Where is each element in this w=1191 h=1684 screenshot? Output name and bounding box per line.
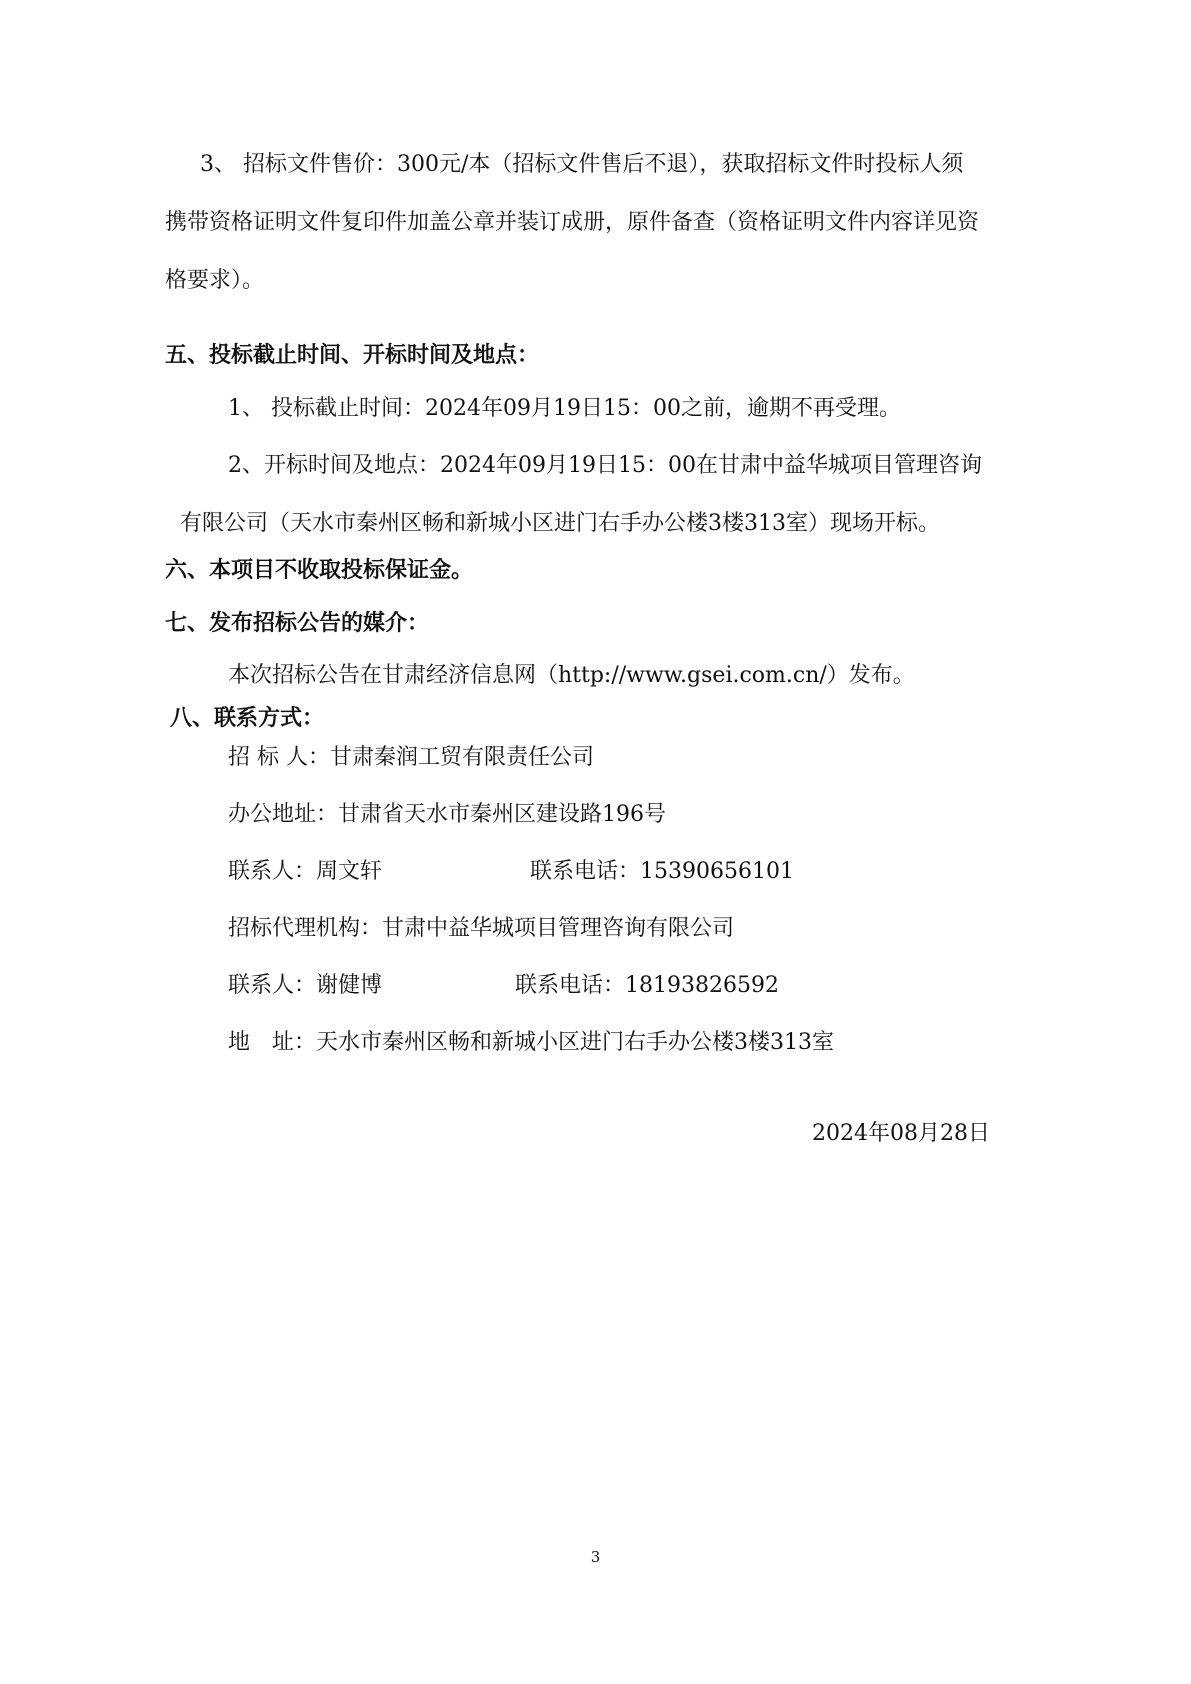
office-address: 办公地址：甘肃省天水市秦州区建设路196号: [228, 802, 666, 827]
section5-item1: 1、 投标截止时间：2024年09月19日15：00之前，逾期不再受理。: [228, 396, 901, 421]
section5-item2-line2: 有限公司（天水市秦州区畅和新城小区进门右手办公楼3楼313室）现场开标。: [180, 511, 940, 536]
section3-line2: 携带资格证明文件复印件加盖公章并装订成册，原件备查（资格证明文件内容详见资: [165, 210, 980, 235]
section3-line1: 3、 招标文件售价：300元/本（招标文件售后不退），获取招标文件时投标人须: [200, 152, 964, 177]
section5-heading: 五、投标截止时间、开标时间及地点：: [165, 343, 540, 368]
section5-item2-line1: 2、开标时间及地点：2024年09月19日15：00在甘肃中益华城项目管理咨询: [228, 453, 982, 478]
section6-heading: 六、本项目不收取投标保证金。: [165, 558, 474, 583]
document-date: 2024年08月28日: [812, 1121, 990, 1146]
section7-text: 本次招标公告在甘肃经济信息网（http://www.gsei.com.cn/）发布。: [228, 663, 915, 688]
section3-line3: 格要求）。: [165, 268, 265, 293]
contact1-name: 联系人：周文轩: [228, 859, 383, 884]
contact2-phone: 联系电话：18193826592: [515, 973, 779, 998]
agency: 招标代理机构：甘肃中益华城项目管理咨询有限公司: [228, 916, 735, 941]
section7-heading: 七、发布招标公告的媒介：: [165, 611, 430, 636]
tenderer: 招 标 人：甘肃秦润工贸有限责任公司: [228, 745, 594, 770]
page-number: 3: [590, 1548, 601, 1566]
contact2-name: 联系人：谢健博: [228, 973, 383, 998]
contact1-phone: 联系电话：15390656101: [530, 859, 794, 884]
agency-address: 地 址：天水市秦州区畅和新城小区进门右手办公楼3楼313室: [228, 1030, 834, 1055]
section8-heading: 八、联系方式：: [170, 706, 325, 731]
